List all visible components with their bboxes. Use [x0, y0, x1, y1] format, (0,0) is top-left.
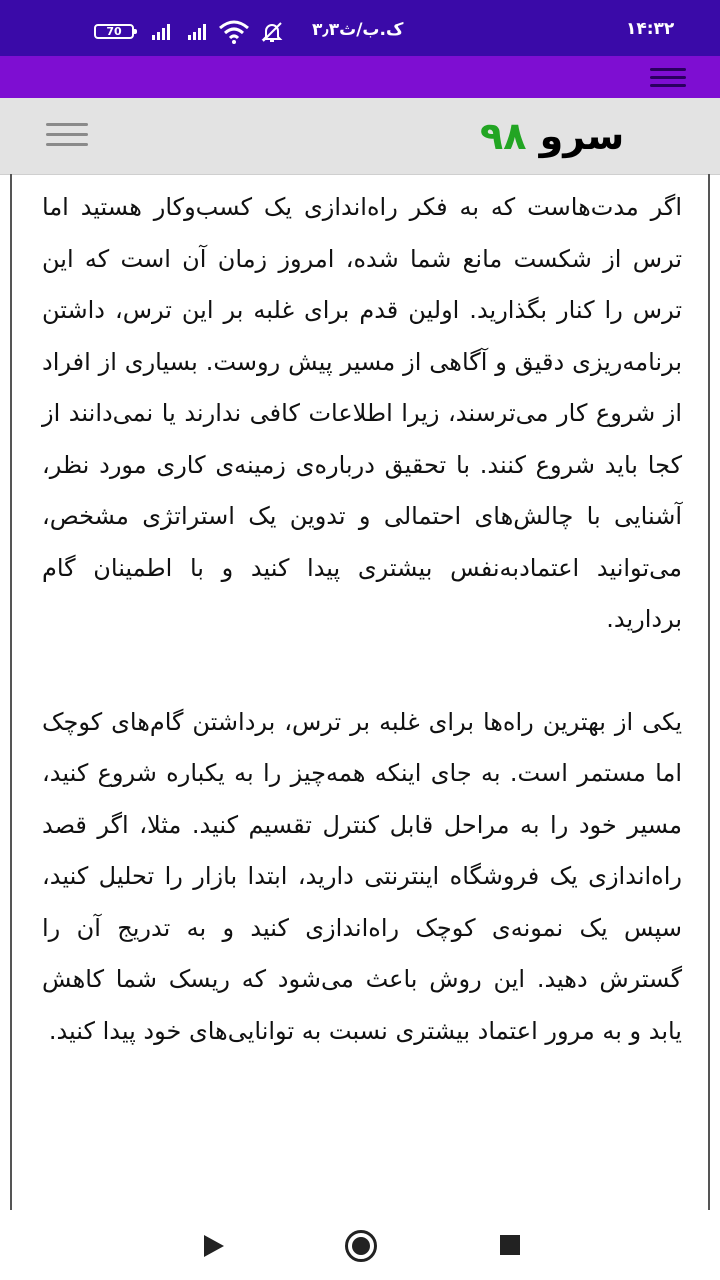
status-bar — [0, 0, 720, 56]
wifi-icon — [218, 20, 250, 48]
site-header — [0, 98, 720, 175]
home-circle-icon[interactable] — [345, 1230, 377, 1262]
bell-off-icon — [260, 20, 284, 48]
logo-number: ۹۸ — [480, 114, 527, 158]
status-time: ۱۴:۳۲ — [626, 19, 675, 39]
recents-square-icon[interactable] — [500, 1235, 520, 1255]
network-speed: ۳٫۳ک.ب/ث — [312, 20, 404, 40]
logo-word: سرو — [539, 114, 625, 158]
article-content — [10, 174, 710, 1210]
battery-indicator: 70 — [94, 24, 134, 39]
menu-icon[interactable] — [650, 68, 686, 88]
signal-icon — [182, 24, 208, 40]
back-triangle-icon[interactable] — [200, 1232, 228, 1260]
article-paragraph: اگر مدت‌هاست که به فکر راه‌اندازی یک کسب‌وکار هستید اما ترس از شکست مانع شما شده، امروز زمان آن است که این ترس را کنار بگذارید. اولین قدم برای غلبه بر این ترس، داشتن برنامه‌ریزی دقیق و آگاهی از مسیر پیش روست. بسیاری از افراد از شروع کار می‌ترسند، زیرا اطلاعات کافی ندارند یا نمی‌دانند از کجا باید شروع کنند. با تحقیق درباره‌ی زمینه‌ی کاری مورد نظر، آشنایی با چالش‌های احتمالی و تدوین یک استراتژی مشخص، می‌توانید اعتمادبه‌نفس بیشتری پیدا کنید و با اطمینان گام بردارید. — [42, 193, 682, 633]
article-paragraph: یکی از بهترین راه‌ها برای غلبه بر ترس، برداشتن گام‌های کوچک اما مستمر است. به جای اینکه همه‌چیز را به یکباره شروع کنید، مسیر خود را به مراحل قابل کنترل تقسیم کنید. مثلا، اگر قصد راه‌اندازی یک فروشگاه اینترنتی دارید، ابتدا بازار را تحلیل کنید، سپس یک نمونه‌ی کوچک راه‌اندازی کنید و به تدریج آن را گسترش دهید. این روش باعث می‌شود که ریسک شما کاهش یابد و به مرور اعتماد بیشتری نسبت به توانایی‌های خود پیدا کنید. — [42, 707, 682, 1045]
navigation-bar — [0, 1210, 720, 1280]
article-body — [42, 182, 682, 1057]
signal-icon — [146, 24, 172, 40]
app-bar — [0, 56, 720, 98]
hamburger-menu-icon[interactable] — [46, 123, 88, 147]
site-logo[interactable] — [480, 114, 624, 164]
